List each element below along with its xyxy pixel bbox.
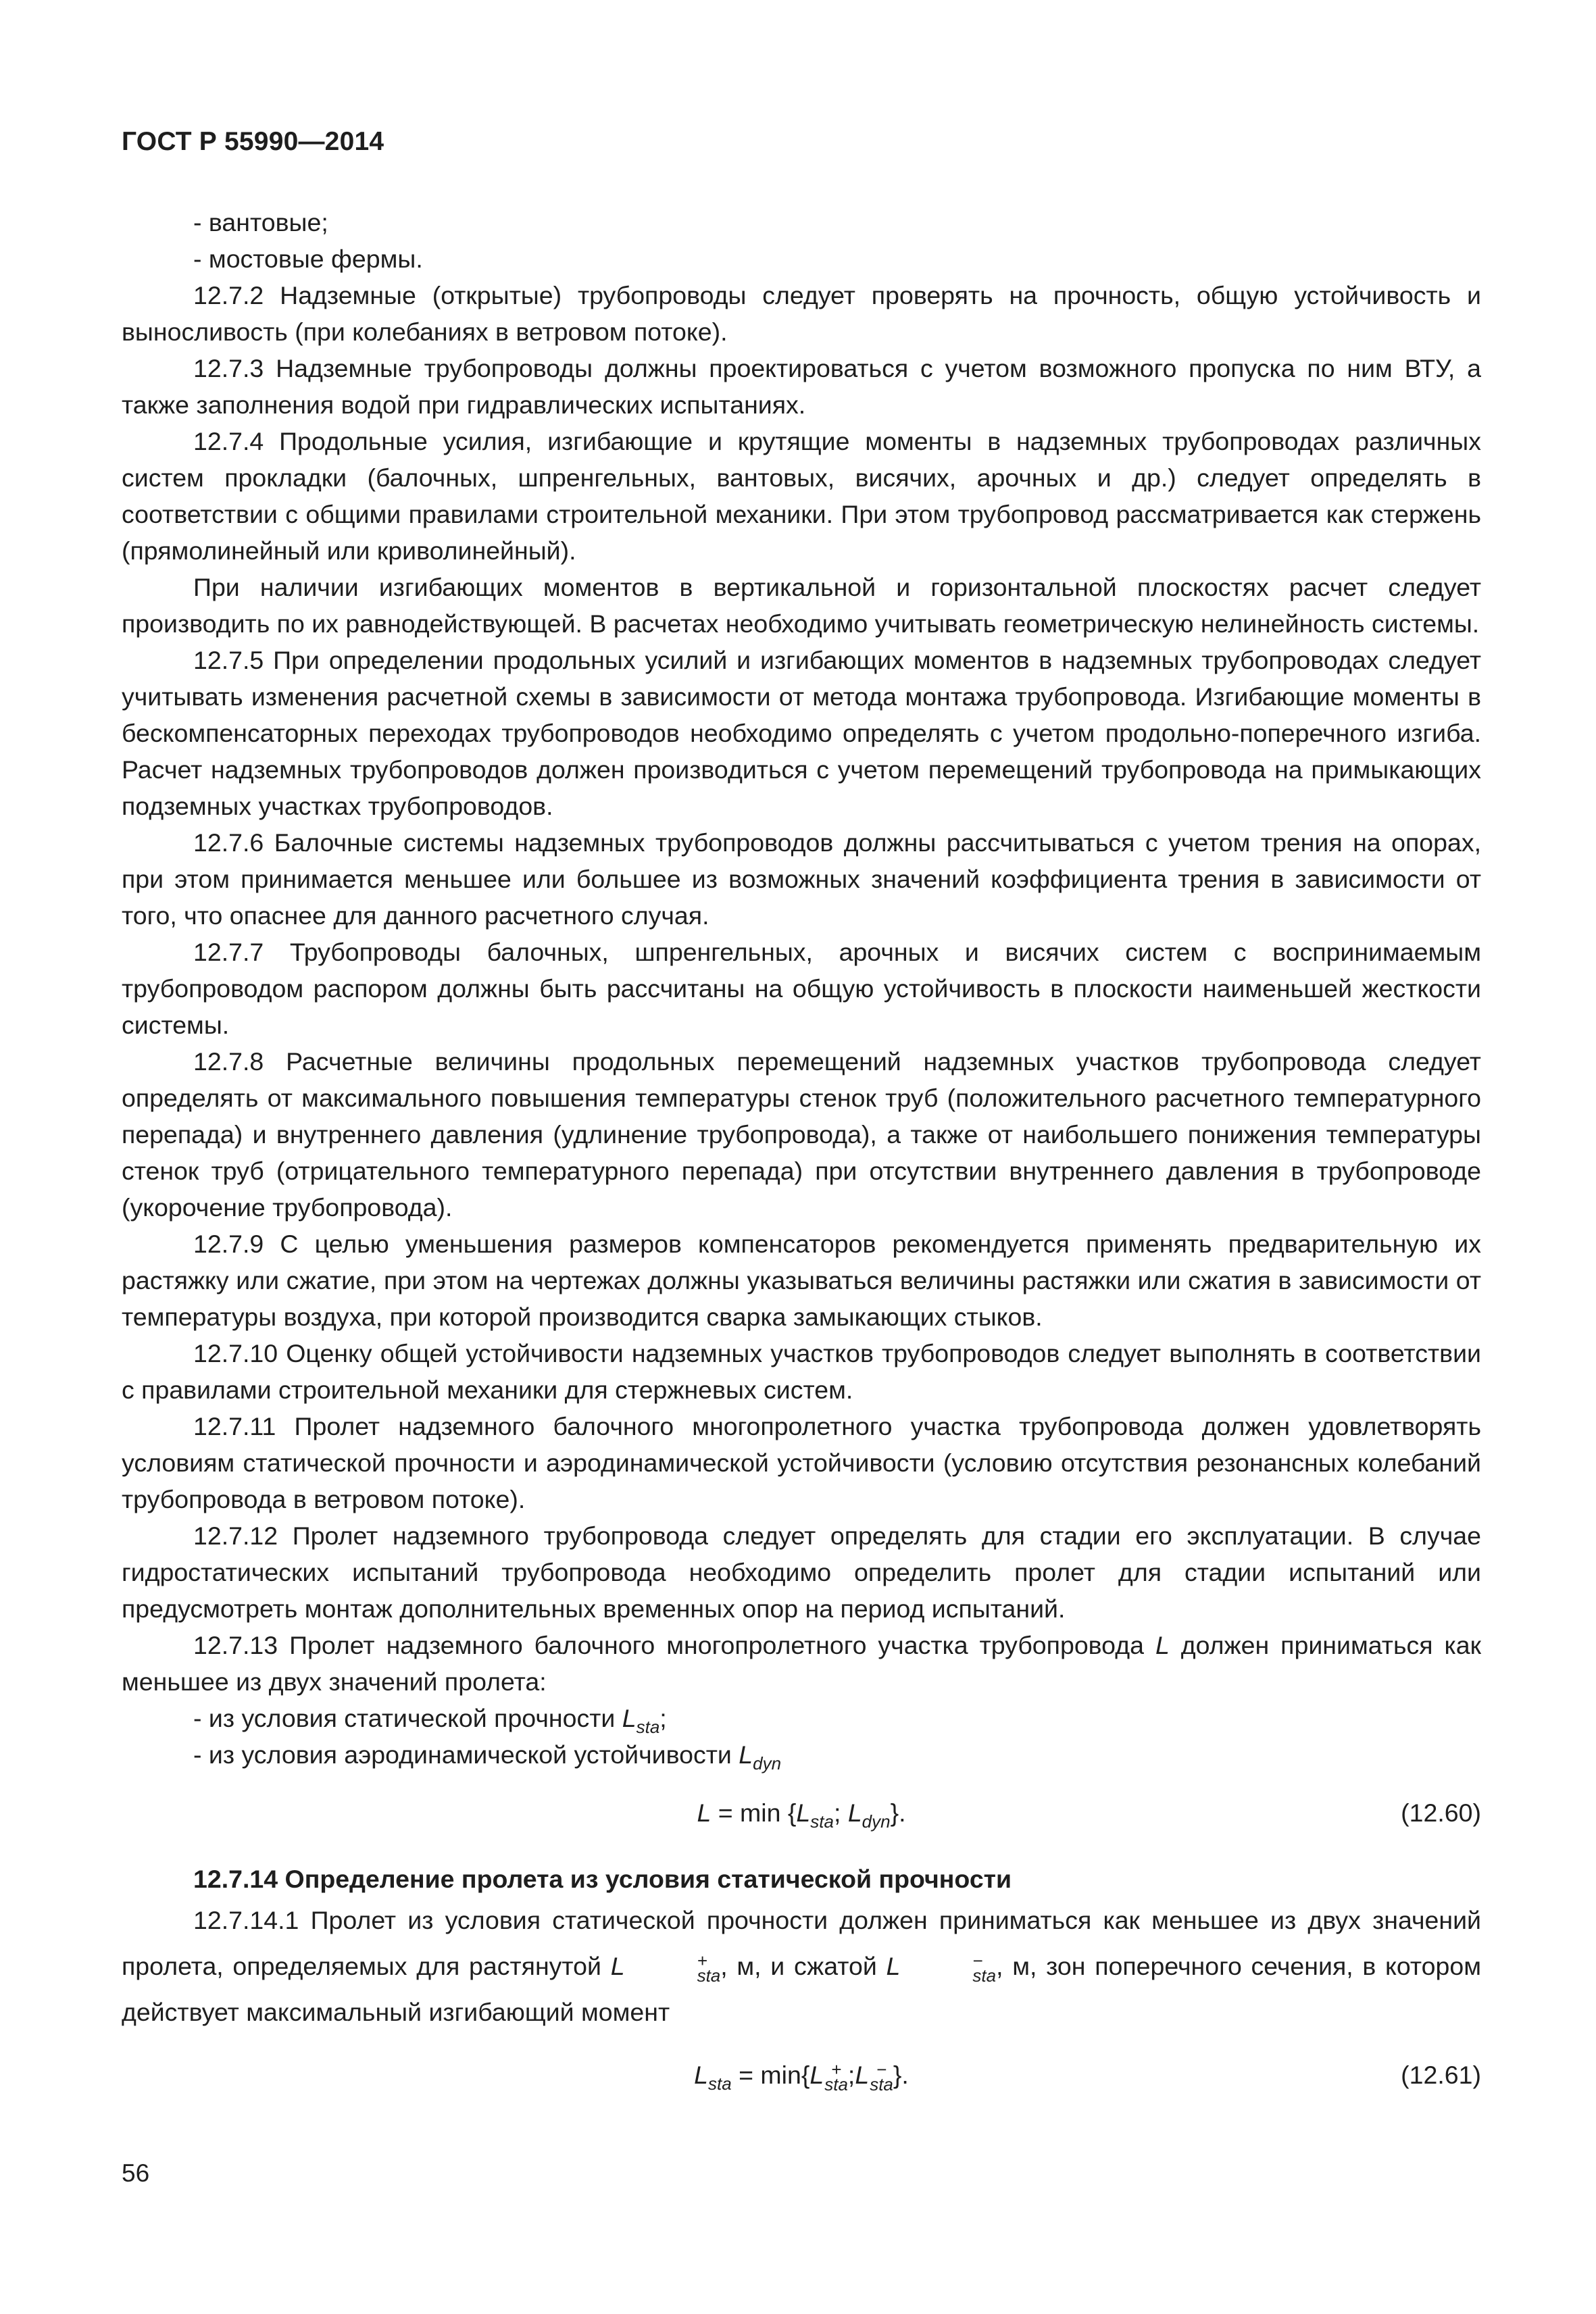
paragraph-12-7-11: 12.7.11 Пролет надземного балочного многопролетного участка трубопровода должен удовлетворять условиям статической прочности и аэродинамической устойчивости (условию отсутствия резонансных колебаний трубопровода в ветровом потоке). bbox=[122, 1412, 1481, 1513]
list-item-static-strength: - из условия статической прочности $L_{sta}$; bbox=[193, 1704, 667, 1737]
list-item: - мостовые фермы. bbox=[193, 245, 423, 273]
paragraph-12-7-12: 12.7.12 Пролет надземного трубопровода следует определять для стадии его эксплуатации. В случае гидростатических испытаний трубопровода необходимо определить пролет для стадии испытаний или предусмотреть монтаж дополнительных временных опор на период испытаний. bbox=[122, 1521, 1481, 1623]
paragraph-bending-moments: При наличии изгибающих моментов в вертикальной и горизонтальной плоскостях расчет следует производить по их равнодействующей. В расчетах необходимо учитывать геометрическую нелинейность системы. bbox=[122, 573, 1481, 638]
page-number: 56 bbox=[122, 2159, 150, 2187]
list-item: - вантовые; bbox=[193, 208, 328, 236]
paragraph-12-7-3: 12.7.3 Надземные трубопроводы должны проектироваться с учетом возможного пропуска по ним ВТУ, а также заполнения водой при гидравлических испытаниях. bbox=[122, 354, 1481, 419]
formula-expression: $L = \min \{L_{sta}$; $L_{dyn}$}. bbox=[697, 1799, 906, 1832]
paragraph-12-7-13: 12.7.13 Пролет надземного балочного многопролетного участка трубопровода L должен приниматься как меньшее из двух значений пролета: bbox=[122, 1631, 1481, 1696]
paragraph-12-7-2: 12.7.2 Надземные (открытые) трубопроводы следует проверять на прочность, общую устойчивость и выносливость (при колебаниях в ветровом потоке). bbox=[122, 281, 1481, 346]
formula-12-60 bbox=[122, 1794, 1481, 1831]
paragraph-12-7-4: 12.7.4 Продольные усилия, изгибающие и крутящие моменты в надземных трубопроводах различных систем прокладки (балочных, шпренгельных, вантовых, висячих, арочных и др.) следует определять в соответствии с общими правилами строительной механики. При этом трубопровод рассматривается как стержень (прямолинейный или криволинейный). bbox=[122, 427, 1481, 565]
paragraph-12-7-14-1: 12.7.14.1 Пролет из условия статической прочности должен приниматься как меньшее из двух значений пролета, определяемых для растянутой L + sta , м, и сжатой L − sta , м, зон поперечного сечения, в котором действует максимальный изгибающий момент bbox=[122, 1906, 1481, 2026]
section-heading-12-7-14: 12.7.14 Определение пролета из условия статической прочности bbox=[193, 1865, 1012, 1893]
paragraph-12-7-7: 12.7.7 Трубопроводы балочных, шпренгельных, арочных и висячих систем с воспринимаемым трубопроводом распором должны быть рассчитаны на общую устойчивость в плоскости наименьшей жесткости системы. bbox=[122, 938, 1481, 1039]
paragraph-12-7-5: 12.7.5 При определении продольных усилий и изгибающих моментов в надземных трубопроводах следует учитывать изменения расчетной схемы в зависимости от метода монтажа трубопровода. Изгибающие моменты в бескомпенсаторных переходах трубопроводов необходимо определять с учетом продольно-поперечного изгиба. Расчет надземных трубопроводов должен производиться с учетом перемещений трубопровода на примыкающих подземных участках трубопроводов. bbox=[122, 646, 1481, 820]
paragraph-12-7-6: 12.7.6 Балочные системы надземных трубопроводов должны рассчитываться с учетом трения на опорах, при этом принимается меньшее или большее из возможных значений коэффициента трения в зависимости от того, что опаснее для данного расчетного случая. bbox=[122, 828, 1481, 930]
paragraph-12-7-10: 12.7.10 Оценку общей устойчивости надземных участков трубопроводов следует выполнять в соответствии с правилами строительной механики для стержневых систем. bbox=[122, 1339, 1481, 1404]
span-variable: L bbox=[1155, 1631, 1170, 1659]
formula-12-61 bbox=[122, 2057, 1481, 2093]
formula-expression: $L_{sta} = \min\{L$ + sta ;L − sta }. bbox=[694, 2059, 909, 2094]
paragraph-12-7-9: 12.7.9 С целью уменьшения размеров компенсаторов рекомендуется применять предварительную их растяжку или сжатие, при этом на чертежах должны указываться величины растяжки или сжатия в зависимости от температуры воздуха, при которой производится сварка замыкающих стыков. bbox=[122, 1230, 1481, 1331]
document-header: ГОСТ Р 55990—2014 bbox=[122, 127, 384, 156]
document-body bbox=[122, 204, 1481, 2123]
paragraph-12-7-8: 12.7.8 Расчетные величины продольных перемещений надземных участков трубопровода следует определять от максимального повышения температуры стенок труб (положительного расчетного температурного перепада) и внутреннего давления (удлинение трубопровода), а также от наибольшего понижения температуры стенок труб (отрицательного температурного перепада) при отсутствии внутреннего давления в трубопроводе (укорочение трубопровода). bbox=[122, 1047, 1481, 1222]
list-item-aerodynamic-stability: - из условия аэродинамической устойчивости $L_{dyn}$ bbox=[193, 1740, 782, 1774]
formula-number: (12.61) bbox=[1401, 2061, 1481, 2089]
formula-number: (12.60) bbox=[1401, 1799, 1481, 1827]
